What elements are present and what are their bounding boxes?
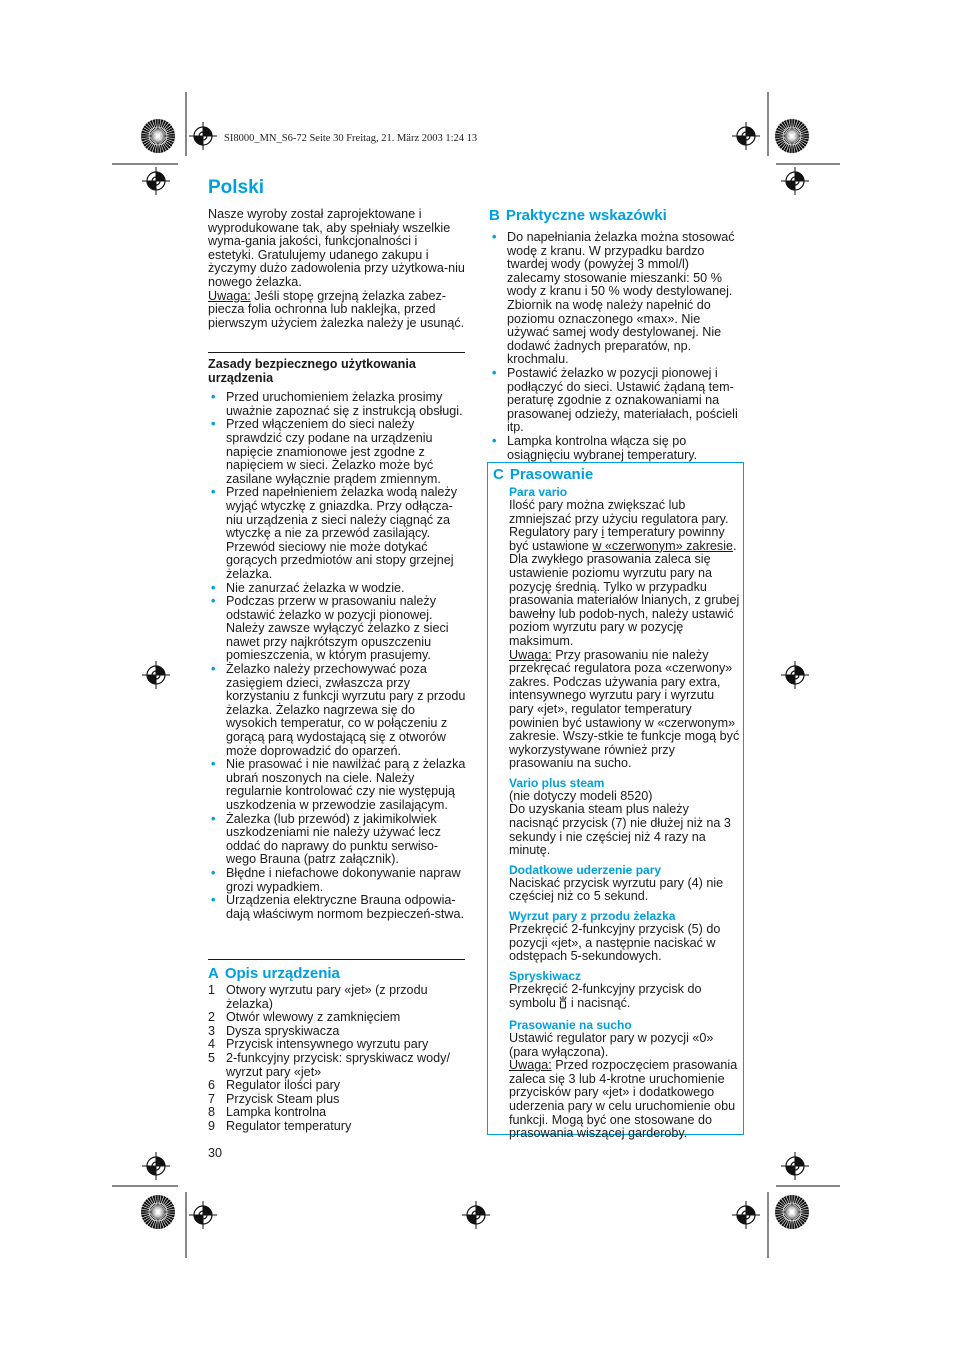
dry-text: Ustawić regulator pary w pozycji «0» (para wyłączona).: [509, 1031, 714, 1059]
intro-block: [208, 208, 466, 330]
intro-note-text: Jeśli stopę grzejną żelazka zabez-piecza folia ochronna lub naklejka, przed pierwszym użyciem żalezka należy je usunąć.: [208, 288, 465, 330]
divider-safety: [208, 352, 465, 353]
list-item: • Podczas przerw w prasowaniu należy odstawić żelazko w pozycji pionowej. Należy zawsze wyłączyć żelazko z sieci nawet przy najkrótszym opuszczeniu pomieszczenia, w którym prasujemy.: [211, 594, 449, 663]
jet-block: [509, 909, 742, 964]
list-item: 5 2-funkcyjny przycisk: spryskiwacz wody/ wyrzut pary «jet»: [208, 1050, 450, 1079]
safety-list: [208, 391, 466, 921]
list-item: 8 Lampka kontrolna: [208, 1105, 327, 1120]
list-item: • Postawić żelazko w pozycji pionowej i podłączyć do sieci. Ustawić żądaną tem-peraturę zgodnie z oznakowaniami na prasowanej odzieży, materiałach, pościeli itp.: [492, 365, 738, 435]
list-item: • Żelazko należy przechowywać poza zasięgiem dzieci, zwłaszcza przy korzystaniu z funkcji wyrzutu pary z przodu żelazka. Żelazko nagrzewa się do wysokich temperatur, co w połączeniu z gorącą parą wydostającą się z otworów może doprowadzić do oparzeń.: [211, 662, 466, 758]
extra-steam-block: [509, 863, 742, 904]
list-item: • Nie zanurzać żelazka w wodzie.: [211, 580, 405, 595]
star-target-icon: [141, 1195, 175, 1229]
list-item: • Urządzenia elektryczne Brauna odpowia-dają właściwym normom bezpieczeń-stwa.: [211, 893, 464, 921]
list-item: • Przed napełnieniem żelazka wodą należy wyjąć wtyczkę z gniazdka. Przy odłącza-niu urządzenia z sieci należy ciągnąć za wtyczkę a nie za przewód zasilający. Przewód sieciowy nie może dotykać gorących przedmiotów ani stopy grzejnej żelazka.: [211, 485, 458, 581]
vario-plus-title: Vario plus steam: [509, 775, 605, 790]
intro-note-label: Uwaga:: [208, 288, 251, 303]
vario-block: [509, 485, 742, 771]
safety-heading: Zasady bezpiecznego użytkowania urządzenia: [208, 357, 416, 385]
list-item: • Nie prasować i nie nawilżać parą z żelazka ubrań noszonych na ciele. Należy regularnie kontrolować czy nie występują uszkodzenia w przewodzie zasilającym.: [211, 757, 466, 812]
jet-title: Wyrzut pary z przodu żelazka: [509, 909, 676, 924]
dry-block: [509, 1018, 742, 1141]
spray-block: [509, 969, 742, 1013]
vario-title: Para vario: [509, 485, 568, 499]
list-item: 9 Regulator temperatury: [208, 1118, 352, 1133]
jet-text: Przekręcić 2-funkcyjny przycisk (5) do pozycji «jet», a następnie naciskać w odstępach 5-sekundowych.: [509, 922, 721, 964]
list-item: • Do napełniania żelazka można stosować wodę z kranu. W przypadku bardzo twardej wody (powyżej 3 mmol/l) zalecamy stosowanie mieszanki: 50 % wody z kranu i 50 % wody destylowanej. Zbiornik na wodę należy napełnić do poziomu oznaczonego «max». Nie używać samej wody destylowanej. Nie dodawć żadnych preparatów, np. krochmalu.: [492, 230, 735, 367]
list-item: • Przed uruchomieniem żelazka prosimy uważnie zapoznać się z instrukcją obsługi.: [211, 390, 463, 418]
section-c-heading: C Prasowanie: [493, 466, 594, 483]
intro-note: [208, 290, 466, 331]
list-item: • Przed włączeniem do sieci należy sprawdzić czy podane na urządzeniu napięcie znamionowe jest zgodne z napięciem w sieci. Żelazko może być zasilane wyłącznie prądem zmiennym.: [211, 417, 441, 486]
spray-text: Przekręcić 2-funkcyjny przycisk do symbolu i nacisnąć.: [509, 983, 742, 1013]
list-item: • Lampka kontrolna włącza się po osiągnięciu wybranej temperatury.: [492, 433, 698, 462]
vario-plus-text: Do uzyskania steam plus należy nacisnąć przycisk (7) nie dłużej niż na 3 sekundy i nie częściej niż 4 razy na minutę.: [509, 802, 731, 858]
extra-steam-text: Naciskać przycisk wyrzutu pary (4) nie częściej niż co 5 sekund.: [509, 875, 724, 904]
intro-text: Nasze wyroby został zaprojektowane i wyprodukowane tak, aby spełniały wszelkie wyma-gania jakości, funkcjonalności i estetyki. Gratulujemy udanego zakupu i życzymy dużo zadowolenia przy użytkowa-niu nowego żelazka.: [208, 207, 465, 289]
section-b: [489, 207, 745, 462]
list-item: 6 Regulator ilości pary: [208, 1078, 341, 1093]
vario-note: Uwaga: Przy prasowaniu nie należy przekręcać regulatora poza «czerwony» zakres. Podczas używania pary extra, intensywnego wyrzutu pary i wyrzutu pary «jet», regulator temperatury powinien być ustawiony w «czerwonym» zakresie. Wszy-stkie te funkcje mogą być wykorzystywane również przy prasowaniu na sucho.: [509, 647, 740, 771]
list-item: 2 Otwór wlewowy z zamknięciem: [208, 1010, 401, 1025]
star-target-icon: [141, 119, 175, 153]
list-item: 4 Przycisk intensywnego wyrzutu pary: [208, 1037, 429, 1052]
list-item: 7 Przycisk Steam plus: [208, 1091, 340, 1106]
vario-text: Ilość pary można zwiększać lub zmniejszać przy użyciu regulatora pary. Regulatory pary i temperatury powinny być ustawione w «czerwonym» zakresie. Dla zwykłego prasowania zaleca się ustawienie poziomu wyrzutu pary na pozycję średnią. Tylko w przypadku prasowania materiałów lnianych, z grubej bawełny lub podob-nych, należy ustawić poziom wyrzutu pary w pozycję maksimum.: [509, 498, 740, 648]
divider-section-a: [208, 959, 465, 960]
list-item: • Żalezka (lub przewód) z jakimikolwiek uszkodzeniami nie należy używać lecz oddać do naprawy do punktu serwiso-wego Brauna (patrz załącznik).: [211, 811, 441, 867]
print-header-line: SI8000_MN_S6-72 Seite 30 Freitag, 21. März 2003 1:24 13: [224, 133, 478, 144]
dry-note: Uwaga: Przed rozpoczęciem prasowania zaleca się 3 lub 4-krotne uruchomienie przycisków pary «jet» i dodatkowego uderzenia pary w celu uruchomienie obu funkcji. Mogą być one stosowane do prasowania wiszącej garderoby.: [509, 1058, 738, 1141]
section-b-heading: B Praktyczne wskazówki: [489, 207, 667, 224]
vario-plus-block: [509, 776, 742, 858]
star-target-icon: [775, 119, 809, 153]
page-number: 30: [208, 1146, 223, 1160]
dry-title: Prasowanie na sucho: [509, 1018, 632, 1032]
spray-title: Spryskiwacz: [509, 968, 582, 983]
section-a: [208, 965, 466, 1134]
list-item: 3 Dysza spryskiwacza: [208, 1023, 340, 1038]
extra-steam-title: Dodatkowe uderzenie pary: [509, 862, 662, 877]
section-a-heading: A Opis urządzenia: [208, 965, 340, 982]
section-c-content: [509, 485, 742, 1146]
safety-section: [208, 358, 466, 921]
parts-list: [208, 984, 466, 1134]
vario-plus-line: (nie dotyczy modeli 8520): [509, 788, 653, 803]
list-item: • Błędne i niefachowe dokonywanie napraw grozi wypadkiem.: [211, 865, 461, 894]
star-target-icon: [775, 1195, 809, 1229]
tips-list: [489, 231, 745, 462]
list-item: 1 Otwory wyrzutu pary «jet» (z przodu żelazka): [208, 983, 428, 1011]
page-title: Polski: [208, 177, 264, 198]
